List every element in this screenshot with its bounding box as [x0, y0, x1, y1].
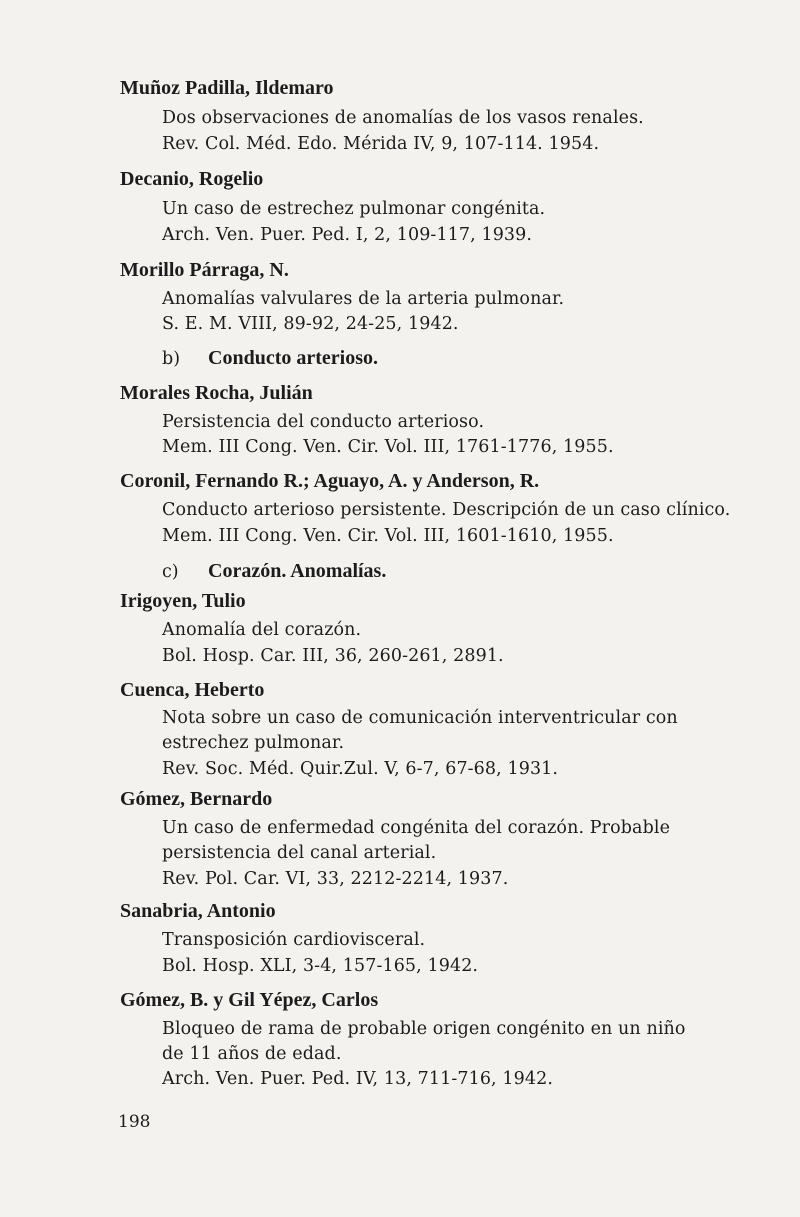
entry-title: Bloqueo de rama de probable origen congénito en un niño: [162, 1019, 686, 1039]
entry-citation: Arch. Ven. Puer. Ped. I, 2, 109-117, 1939.: [162, 225, 533, 245]
section-letter: b): [162, 349, 181, 369]
entry-title: Persistencia del conducto arterioso.: [162, 412, 485, 432]
page-number: 198: [118, 1112, 151, 1132]
entry-title: Conducto arterioso persistente. Descripción de un caso clínico.: [162, 500, 731, 520]
entry-citation: Rev. Soc. Méd. Quir.Zul. V, 6-7, 67-68, 1931.: [162, 759, 559, 779]
entry-citation: Bol. Hosp. XLI, 3-4, 157-165, 1942.: [162, 956, 479, 976]
entry-title: Transposición cardiovisceral.: [162, 930, 426, 950]
entry-author: Morillo Párraga, N.: [120, 259, 289, 281]
entry-author: Irigoyen, Tulio: [120, 590, 246, 612]
entry-citation: Mem. III Cong. Ven. Cir. Vol. III, 1761-1776, 1955.: [162, 437, 614, 457]
entry-title: persistencia del canal arterial.: [162, 843, 437, 863]
entry-title: Un caso de estrechez pulmonar congénita.: [162, 199, 546, 219]
entry-author: Cuenca, Heberto: [120, 679, 265, 701]
entry-citation: Bol. Hosp. Car. III, 36, 260-261, 2891.: [162, 646, 504, 666]
section-title: Conducto arterioso.: [208, 347, 378, 369]
entry-author: Gómez, Bernardo: [120, 788, 273, 810]
section-heading: [162, 558, 386, 585]
entry-title: de 11 años de edad.: [162, 1044, 342, 1064]
section-title: Corazón. Anomalías.: [208, 560, 387, 582]
entry-citation: Rev. Col. Méd. Edo. Mérida IV, 9, 107-114. 1954.: [162, 134, 600, 154]
entry-title: estrechez pulmonar.: [162, 733, 345, 753]
entry-author: Morales Rocha, Julián: [120, 382, 313, 404]
entry-author: Sanabria, Antonio: [120, 900, 276, 922]
section-heading: [162, 345, 378, 372]
entry-title: Anomalía del corazón.: [162, 620, 362, 640]
entry-title: Dos observaciones de anomalías de los vasos renales.: [162, 108, 644, 128]
entry-citation: Mem. III Cong. Ven. Cir. Vol. III, 1601-1610, 1955.: [162, 526, 614, 546]
entry-citation: Arch. Ven. Puer. Ped. IV, 13, 711-716, 1942.: [162, 1069, 553, 1089]
entry-author: Muñoz Padilla, Ildemaro: [120, 77, 334, 99]
entry-citation: Rev. Pol. Car. VI, 33, 2212-2214, 1937.: [162, 869, 509, 889]
entry-author: Decanio, Rogelio: [120, 168, 264, 190]
entry-title: Anomalías valvulares de la arteria pulmonar.: [162, 289, 565, 309]
entry-title: Nota sobre un caso de comunicación interventricular con: [162, 708, 678, 728]
entry-title: Un caso de enfermedad congénita del corazón. Probable: [162, 818, 671, 838]
entry-author: Coronil, Fernando R.; Aguayo, A. y Anderson, R.: [120, 470, 540, 492]
section-letter: c): [162, 562, 179, 582]
entry-author: Gómez, B. y Gil Yépez, Carlos: [120, 989, 379, 1011]
entry-citation: S. E. M. VIII, 89-92, 24-25, 1942.: [162, 314, 459, 334]
